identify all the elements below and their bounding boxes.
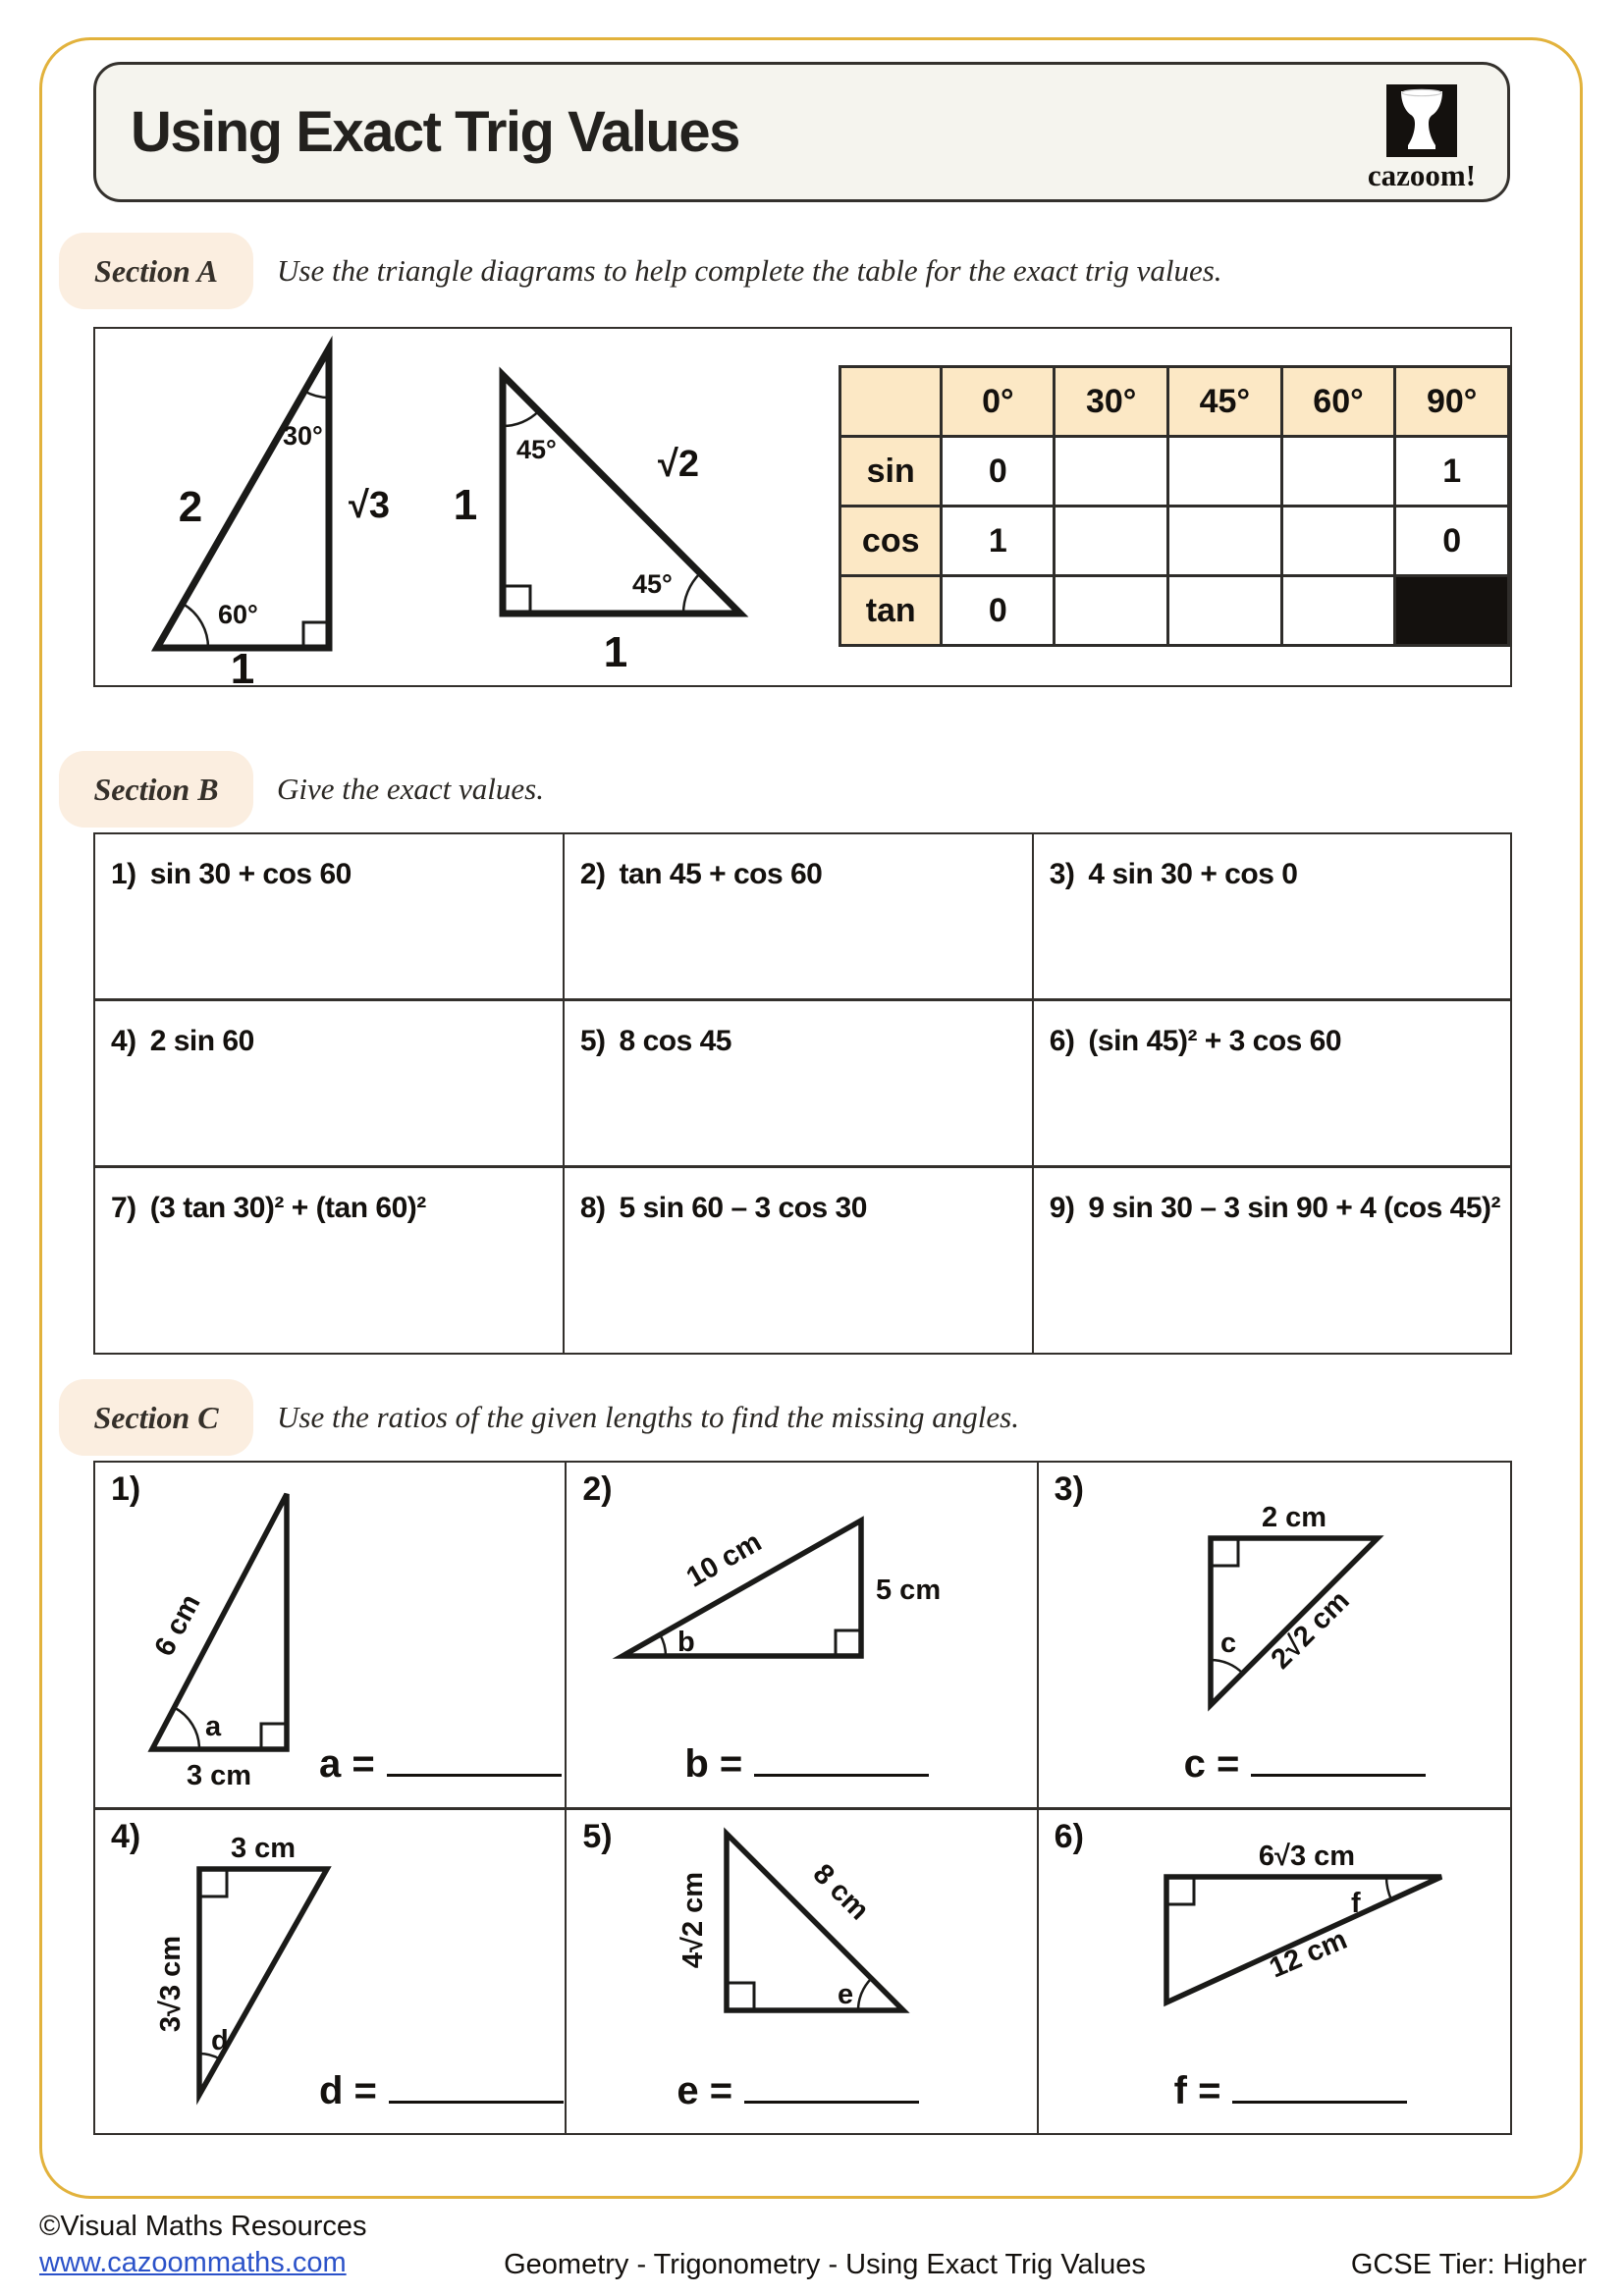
problem-number: 6): [1054, 1818, 1084, 1855]
answer-row: [677, 2067, 919, 2113]
angle-label-30: 30°: [283, 421, 323, 451]
cell-cos-30: [1055, 507, 1168, 576]
section-c-grid: [95, 1463, 1510, 2133]
angle-arc: [858, 1979, 872, 2011]
right-angle-mark: [1166, 1877, 1194, 1904]
problem-cell-4: [95, 1001, 565, 1168]
triangle-diagram-5: [643, 1822, 918, 2048]
top-side-label: 3 cm: [230, 1833, 297, 1864]
problem-cell-3: [1034, 834, 1510, 1001]
right-angle-mark: [261, 1724, 287, 1749]
hypotenuse-label: 12 cm: [1265, 1923, 1352, 1985]
angle-label: e: [838, 1979, 854, 2010]
angle-label: c: [1219, 1628, 1236, 1659]
problem-number: 4): [111, 1025, 136, 1057]
table-row-cos: [840, 507, 1509, 576]
right-angle-mark: [199, 1869, 227, 1896]
answer-blank-line: [1232, 2067, 1407, 2104]
table-corner-cell: [840, 367, 942, 437]
angle-arc: [1386, 1877, 1391, 1899]
right-angle-mark: [503, 586, 530, 614]
hypotenuse-label: 2√2 cm: [1265, 1584, 1356, 1676]
section-b-box: [93, 832, 1512, 1355]
problem-expression: 4 sin 30 + cos 0: [1088, 858, 1298, 890]
triangle-problem-cell-6: [1039, 1810, 1510, 2133]
cell-sin-30: [1055, 437, 1168, 507]
right-angle-mark: [836, 1630, 861, 1656]
problem-cell-8: [565, 1168, 1034, 1353]
row-label-tan: tan: [840, 576, 942, 646]
cell-sin-90: 1: [1395, 437, 1509, 507]
answer-variable: e =: [677, 2069, 733, 2112]
section-b-grid: [95, 834, 1510, 1353]
answer-blank-line: [389, 2067, 564, 2104]
angle-label: f: [1350, 1888, 1361, 1919]
problem-number: 5): [582, 1818, 613, 1855]
triangle-45-45-90: [424, 350, 758, 674]
triangle-problem-cell-4: [95, 1810, 567, 2133]
answer-row: [319, 2067, 564, 2113]
triangle-diagram-2: [611, 1507, 945, 1683]
section-c-instruction: Use the ratios of the given lengths to find the missing angles.: [277, 1400, 1019, 1434]
row-label-cos: cos: [840, 507, 942, 576]
copyright-text: ©Visual Maths Resources: [39, 2211, 367, 2242]
problem-number: 1): [111, 1470, 141, 1508]
section-a-label: Section A: [59, 233, 253, 309]
cell-tan-0: 0: [942, 576, 1055, 646]
base-label: 3 cm: [186, 1760, 252, 1791]
section-c-box: [93, 1461, 1512, 2135]
problem-number: 1): [111, 858, 136, 890]
angle-arc-45-top: [503, 411, 539, 426]
exact-trig-values-table: [839, 365, 1510, 647]
djembe-drum-icon: [1386, 84, 1457, 157]
triangle-30-60-90: [139, 339, 405, 693]
answer-variable: d =: [319, 2069, 377, 2112]
cell-tan-30: [1055, 576, 1168, 646]
top-side-label: 2 cm: [1261, 1502, 1326, 1533]
section-a-box: [93, 327, 1512, 693]
logo-wordmark: cazoom!: [1367, 158, 1477, 192]
triangle-diagram-3: [1181, 1497, 1407, 1723]
answer-row: [1174, 2067, 1408, 2113]
angle-label-60: 60°: [218, 600, 258, 629]
problem-cell-1: [95, 834, 565, 1001]
answer-variable: a =: [319, 1742, 375, 1786]
side-label-base: 1: [603, 628, 628, 676]
cell-cos-90: 0: [1395, 507, 1509, 576]
problem-number: 3): [1049, 858, 1075, 890]
answer-row: [684, 1740, 929, 1787]
problem-cell-5: [565, 1001, 1034, 1168]
problem-cell-2: [565, 834, 1034, 1001]
right-angle-mark: [1211, 1538, 1238, 1566]
triangle-diagram-6: [1145, 1838, 1459, 2024]
answer-row: [319, 1740, 562, 1787]
table-header-0: 0°: [942, 367, 1055, 437]
problem-cell-7: [95, 1168, 565, 1353]
triangle-problem-cell-1: [95, 1463, 567, 1810]
triangle-outline: [1211, 1538, 1378, 1705]
hypotenuse-label: 8 cm: [807, 1857, 876, 1927]
angle-arc-45-right: [683, 573, 700, 614]
footer-tier-text: GCSE Tier: Higher: [1350, 2249, 1587, 2280]
hypotenuse-label: 6 cm: [148, 1589, 207, 1662]
side-label: 3√3 cm: [155, 1935, 187, 2033]
answer-variable: b =: [684, 1742, 743, 1786]
side-label-base: 1: [230, 645, 255, 693]
side-label: 4√2 cm: [677, 1871, 710, 1969]
problem-expression: (sin 45)² + 3 cos 60: [1088, 1025, 1342, 1057]
side-label-left: 1: [453, 481, 478, 529]
problem-number: 9): [1049, 1192, 1075, 1224]
problem-number: 6): [1049, 1025, 1075, 1057]
angle-arc: [174, 1708, 199, 1750]
right-angle-mark: [727, 1983, 754, 2010]
table-header-30: 30°: [1055, 367, 1168, 437]
cell-sin-60: [1281, 437, 1395, 507]
angle-arc: [1211, 1660, 1243, 1674]
problem-number: 2): [582, 1470, 613, 1508]
side-label: 5 cm: [876, 1575, 942, 1606]
cell-tan-60: [1281, 576, 1395, 646]
section-c-label: Section C: [59, 1379, 253, 1456]
problem-expression: 5 sin 60 – 3 cos 30: [619, 1192, 867, 1224]
problem-expression: tan 45 + cos 60: [619, 858, 823, 890]
problem-number: 5): [579, 1025, 606, 1057]
table-header-90: 90°: [1395, 367, 1509, 437]
side-label-hypotenuse: 2: [178, 483, 203, 531]
problem-number: 3): [1054, 1470, 1084, 1508]
table-header-45: 45°: [1168, 367, 1282, 437]
table-row-sin: [840, 437, 1509, 507]
section-a-instruction: Use the triangle diagrams to help complete the table for the exact trig values.: [277, 253, 1222, 288]
right-angle-mark: [303, 622, 329, 648]
cell-cos-0: 1: [942, 507, 1055, 576]
answer-blank-line: [754, 1740, 929, 1777]
angle-arc: [661, 1634, 667, 1656]
title-bar: [93, 62, 1510, 202]
problem-expression: (3 tan 30)² + (tan 60)²: [149, 1192, 426, 1224]
triangle-outline: [199, 1869, 327, 2095]
angle-label: d: [211, 2025, 229, 2056]
angle-label-45-top: 45°: [516, 435, 557, 464]
answer-variable: f =: [1173, 2069, 1221, 2112]
answer-row: [1184, 1740, 1427, 1787]
angle-label-45-right: 45°: [632, 569, 673, 599]
top-side-label: 6√3 cm: [1258, 1841, 1355, 1872]
footer-topic-text: Geometry - Trigonometry - Using Exact Trig Values: [504, 2249, 1146, 2280]
cell-tan-90-undefined: [1395, 576, 1509, 646]
problem-expression: 2 sin 60: [149, 1025, 254, 1057]
answer-blank-line: [744, 2067, 919, 2104]
page-title: Using Exact Trig Values: [131, 100, 739, 164]
table-header-60: 60°: [1281, 367, 1395, 437]
angle-arc-60: [183, 604, 208, 648]
section-b-instruction: Give the exact values.: [277, 772, 544, 806]
cell-cos-60: [1281, 507, 1395, 576]
angle-label: b: [677, 1627, 696, 1658]
answer-blank-line: [387, 1740, 562, 1777]
problem-number: 4): [111, 1818, 141, 1855]
cell-sin-0: 0: [942, 437, 1055, 507]
answer-variable: c =: [1183, 1742, 1240, 1786]
cell-sin-45: [1168, 437, 1282, 507]
side-label-hypotenuse: √2: [658, 444, 699, 485]
triangle-problem-cell-3: [1039, 1463, 1510, 1810]
problem-cell-6: [1034, 1001, 1510, 1168]
problem-cell-9: [1034, 1168, 1510, 1353]
problem-number: 8): [579, 1192, 606, 1224]
answer-blank-line: [1251, 1740, 1426, 1777]
problem-expression: 9 sin 30 – 3 sin 90 + 4 (cos 45)²: [1088, 1192, 1500, 1224]
side-label-opposite: √3: [349, 485, 390, 526]
website-link[interactable]: www.cazoommaths.com: [39, 2247, 347, 2278]
hypotenuse-label: 10 cm: [681, 1525, 768, 1594]
problem-expression: sin 30 + cos 60: [149, 858, 352, 890]
cell-cos-45: [1168, 507, 1282, 576]
problem-number: 2): [579, 858, 606, 890]
problem-expression: 8 cos 45: [619, 1025, 731, 1057]
cazoom-logo: [1358, 84, 1486, 193]
triangle-problem-cell-5: [567, 1810, 1038, 2133]
problem-number: 7): [111, 1192, 136, 1224]
angle-arc-30: [304, 391, 329, 398]
cell-tan-45: [1168, 576, 1282, 646]
section-b-label: Section B: [59, 751, 253, 828]
triangle-problem-cell-2: [567, 1463, 1038, 1810]
row-label-sin: sin: [840, 437, 942, 507]
table-row-tan: [840, 576, 1509, 646]
table-header-row: [840, 367, 1509, 437]
angle-label: a: [205, 1711, 222, 1742]
